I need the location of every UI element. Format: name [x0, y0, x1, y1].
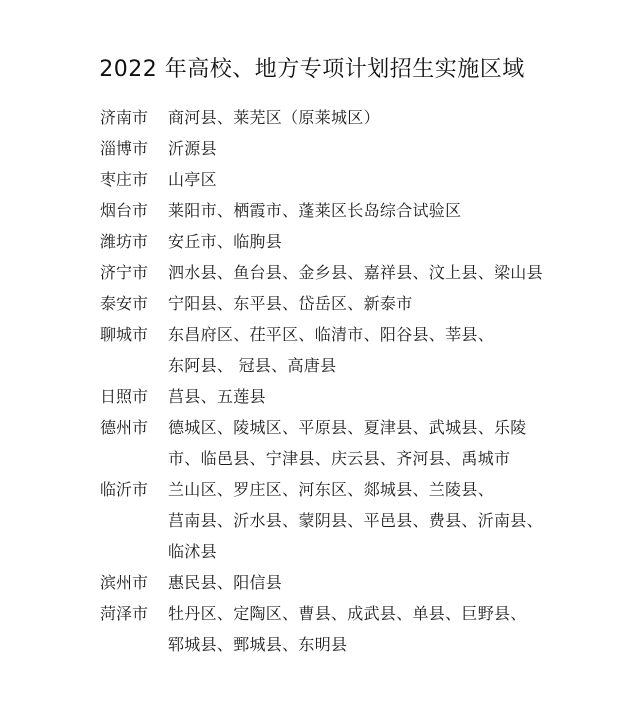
county-line: 宁阳县、东平县、岱岳区、新泰市: [168, 294, 413, 313]
city-name: 烟台市: [100, 201, 149, 220]
county-line: 安丘市、临朐县: [168, 232, 283, 251]
county-list: [168, 598, 570, 660]
county-line: 德城区、陵城区、平原县、夏津县、武城县、乐陵: [168, 418, 527, 437]
city-name: 临沂市: [100, 480, 149, 499]
city-name: 济宁市: [100, 263, 149, 282]
region-row: [100, 133, 570, 164]
county-list: [168, 412, 570, 474]
region-row: [100, 288, 570, 319]
city-name: 枣庄市: [100, 170, 149, 189]
county-line: 惠民县、阳信县: [168, 573, 283, 592]
region-row: [100, 474, 570, 567]
region-row: [100, 257, 570, 288]
city-name: 济南市: [100, 108, 149, 127]
city-name: 滨州市: [100, 573, 149, 592]
county-line: 沂源县: [168, 139, 217, 158]
city-name: 淄博市: [100, 139, 149, 158]
county-list: [168, 164, 570, 195]
county-list: [168, 257, 570, 288]
county-line: 莱阳市、栖霞市、蓬莱区长岛综合试验区: [168, 201, 462, 220]
county-line: 莒县、五莲县: [168, 387, 266, 406]
city-name: 潍坊市: [100, 232, 149, 251]
city-name: 日照市: [100, 387, 149, 406]
county-line: 兰山区、罗庄区、河东区、郯城县、兰陵县、: [168, 480, 495, 499]
region-list: [100, 102, 570, 660]
region-row: [100, 319, 570, 381]
county-list: [168, 288, 570, 319]
county-line: 东阿县、 冠县、高唐县: [168, 356, 337, 375]
region-row: [100, 164, 570, 195]
county-line: 临沭县: [168, 542, 217, 561]
region-row: [100, 226, 570, 257]
county-list: [168, 102, 570, 133]
county-list: [168, 133, 570, 164]
city-name: 泰安市: [100, 294, 149, 313]
county-line: 商河县、莱芜区（原莱城区）: [168, 108, 380, 127]
city-name: 聊城市: [100, 325, 149, 344]
city-name: 菏泽市: [100, 604, 149, 623]
document-title: 2022 年高校、地方专项计划招生实施区域: [99, 57, 525, 82]
region-row: [100, 598, 570, 660]
county-list: [168, 195, 570, 226]
county-line: 莒南县、沂水县、蒙阴县、平邑县、费县、沂南县、: [168, 511, 543, 530]
county-list: [168, 474, 570, 567]
region-row: [100, 102, 570, 133]
county-list: [168, 226, 570, 257]
region-row: [100, 195, 570, 226]
city-name: 德州市: [100, 418, 149, 437]
county-line: 东昌府区、茌平区、临清市、阳谷县、莘县、: [168, 325, 495, 344]
county-line: 牡丹区、定陶区、曹县、成武县、单县、巨野县、: [168, 604, 527, 623]
county-line: 市、临邑县、宁津县、庆云县、齐河县、禹城市: [168, 449, 511, 468]
county-line: 山亭区: [168, 170, 217, 189]
region-row: [100, 381, 570, 412]
region-row: [100, 567, 570, 598]
county-list: [168, 567, 570, 598]
county-list: [168, 319, 570, 381]
region-row: [100, 412, 570, 474]
county-line: 泗水县、鱼台县、金乡县、嘉祥县、汶上县、梁山县: [168, 263, 543, 282]
county-line: 郓城县、鄄城县、东明县: [168, 635, 348, 654]
county-list: [168, 381, 570, 412]
